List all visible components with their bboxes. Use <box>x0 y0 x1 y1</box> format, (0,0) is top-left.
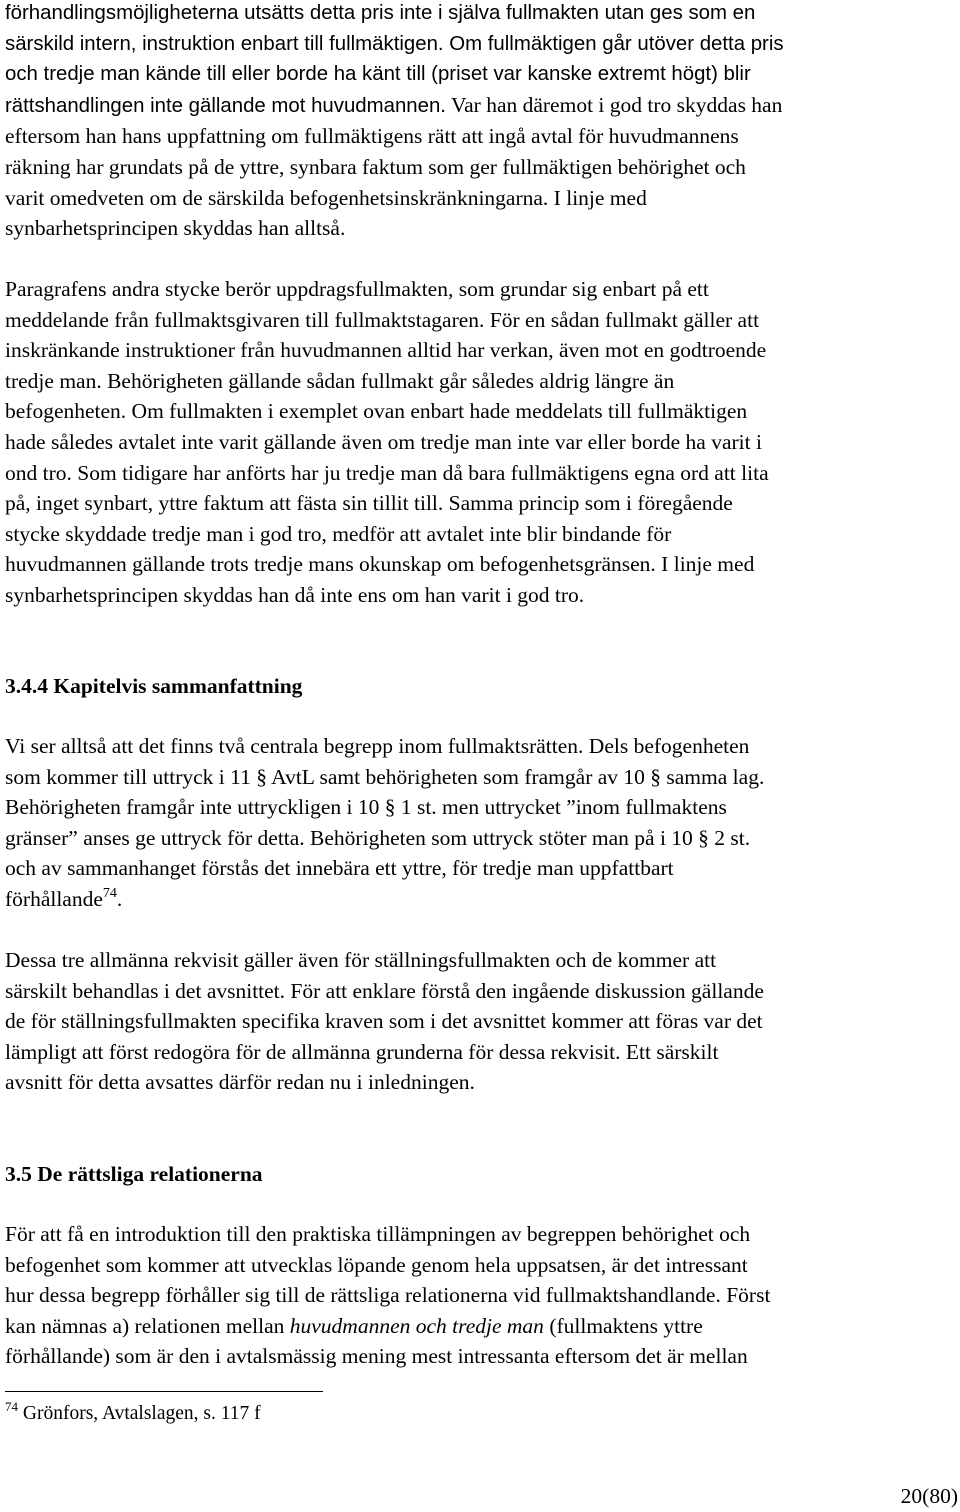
paragraph-2 <box>5 274 960 611</box>
footnote-reference[interactable]: 74 <box>102 885 117 901</box>
italic-text: huvudmannen och tredje man <box>289 1313 544 1338</box>
text-segment: rättshandlingen inte gällande mot huvudmannen. <box>5 94 446 117</box>
text-line: hade således avtalet inte varit gällande även om tredje man inte var eller borde ha varit i <box>5 429 762 454</box>
page-number: 20(80) <box>900 1484 958 1508</box>
text-line <box>5 1311 960 1342</box>
text-line: de för ställningsfullmakten specifika kraven som i det avsnittet kommer att föras var det <box>5 1009 763 1034</box>
text-line <box>5 90 960 122</box>
paragraph-4 <box>5 945 960 1098</box>
section-heading-3-4-4: 3.4.4 Kapitelvis sammanfattning <box>5 674 303 698</box>
text-line: lämpligt att först redogöra för de allmänna grunderna för dessa rekvisit. Ett särskilt <box>5 1039 719 1064</box>
text-segment: förhållande <box>5 886 103 911</box>
text-segment: . <box>116 886 123 911</box>
text-line: För att få en introduktion till den praktiska tillämpningen av begreppen behörighet och <box>5 1222 751 1246</box>
text-line: meddelande från fullmaktsgivaren till fullmaktstagaren. För en sådan fullmakt gäller att <box>5 307 760 332</box>
text-line: på, inget synbart, yttre faktum att fästa sin tillit till. Samma princip som i föregående <box>5 491 733 516</box>
text-line: huvudmannen gällande trots tredje mans okunskap om befogenhetsgränsen. I linje med <box>5 552 755 577</box>
paragraph-3 <box>5 731 960 915</box>
paragraph-5 <box>5 1219 960 1372</box>
text-line: befogenheten. Om fullmakten i exemplet ovan enbart hade meddelats till fullmäktigen <box>5 399 748 424</box>
text-line: avsnitt för detta avsattes därför redan nu i inledningen. <box>5 1070 475 1095</box>
text-line: stycke skyddade tredje man i god tro, medför att avtalet inte blir bindande för <box>5 521 672 546</box>
text-line: gränser” anses ge uttryck för detta. Behörigheten som uttryck stöter man på i 10 § 2 st. <box>5 825 751 850</box>
text-segment: (fullmaktens yttre <box>543 1313 703 1338</box>
text-line: räkning har grundats på de yttre, synbara faktum som ger fullmäktigen behörighet och <box>5 154 746 179</box>
text-line: Vi ser alltså att det finns två centrala begrepp inom fullmaktsrätten. Dels befogenheten <box>5 734 750 758</box>
text-segment: Var han däremot i god tro skyddas han <box>445 92 783 117</box>
text-line: synbarhetsprincipen skyddas han då inte ens om han varit i god tro. <box>5 582 585 607</box>
text-line: inskränkande instruktioner från huvudmannen alltid har verkan, även mot en godtroende <box>5 338 767 363</box>
text-line: som kommer till uttryck i 11 § AvtL samt behörigheten som framgår av 10 § samma lag. <box>5 764 765 789</box>
text-line: Behörigheten framgår inte uttryckligen i 10 § 1 st. men uttrycket ”inom fullmaktens <box>5 795 727 820</box>
footnote-text: Grönfors, Avtalslagen, s. 117 f <box>18 1403 261 1424</box>
text-line <box>5 884 960 915</box>
text-line: hur dessa begrepp förhåller sig till de rättsliga relationerna vid fullmaktshandlande. Först <box>5 1283 771 1308</box>
text-line: och tredje man kände till eller borde ha känt till (priset var kanske extremt högt) blir <box>5 63 751 86</box>
text-line: särskilt behandlas i det avsnittet. För att enklare förstå den ingående diskussion gällande <box>5 978 764 1003</box>
text-line: och av sammanhanget förstås det innebära ett yttre, för tredje man uppfattbart <box>5 856 674 881</box>
text-line: Paragrafens andra stycke berör uppdragsfullmakten, som grundar sig enbart på ett <box>5 277 709 301</box>
text-line: eftersom han hans uppfattning om fullmäktigens rätt att ingå avtal för huvudmannens <box>5 124 739 149</box>
text-line: förhållande) som är den i avtalsmässig mening mest intressanta eftersom det är mellan <box>5 1344 748 1369</box>
text-line: varit omedveten om de särskilda befogenhetsinskränkningarna. I linje med <box>5 185 647 210</box>
footnote <box>5 1399 261 1426</box>
text-line: Dessa tre allmänna rekvisit gäller även för ställningsfullmakten och de kommer att <box>5 948 717 972</box>
paragraph-1 <box>5 0 960 244</box>
text-line: tredje man. Behörigheten gällande sådan fullmakt går således aldrig längre än <box>5 368 675 393</box>
footnote-separator <box>5 1391 323 1392</box>
text-line: förhandlingsmöjligheterna utsätts detta pris inte i själva fullmakten utan ges som en <box>5 2 756 24</box>
footnote-number: 74 <box>5 1399 18 1414</box>
section-heading-3-5: 3.5 De rättsliga relationerna <box>5 1162 263 1186</box>
text-segment: kan nämnas a) relationen mellan <box>5 1313 290 1338</box>
text-line: ond tro. Som tidigare har anförts har ju tredje man då bara fullmäktigens egna ord att lita <box>5 460 769 485</box>
text-line: särskild intern, instruktion enbart till fullmäktigen. Om fullmäktigen går utöver detta pris <box>5 32 784 55</box>
text-line: befogenhet som kommer att utvecklas löpande genom hela uppsatsen, är det intressant <box>5 1252 748 1277</box>
text-line: synbarhetsprincipen skyddas han alltså. <box>5 216 346 241</box>
